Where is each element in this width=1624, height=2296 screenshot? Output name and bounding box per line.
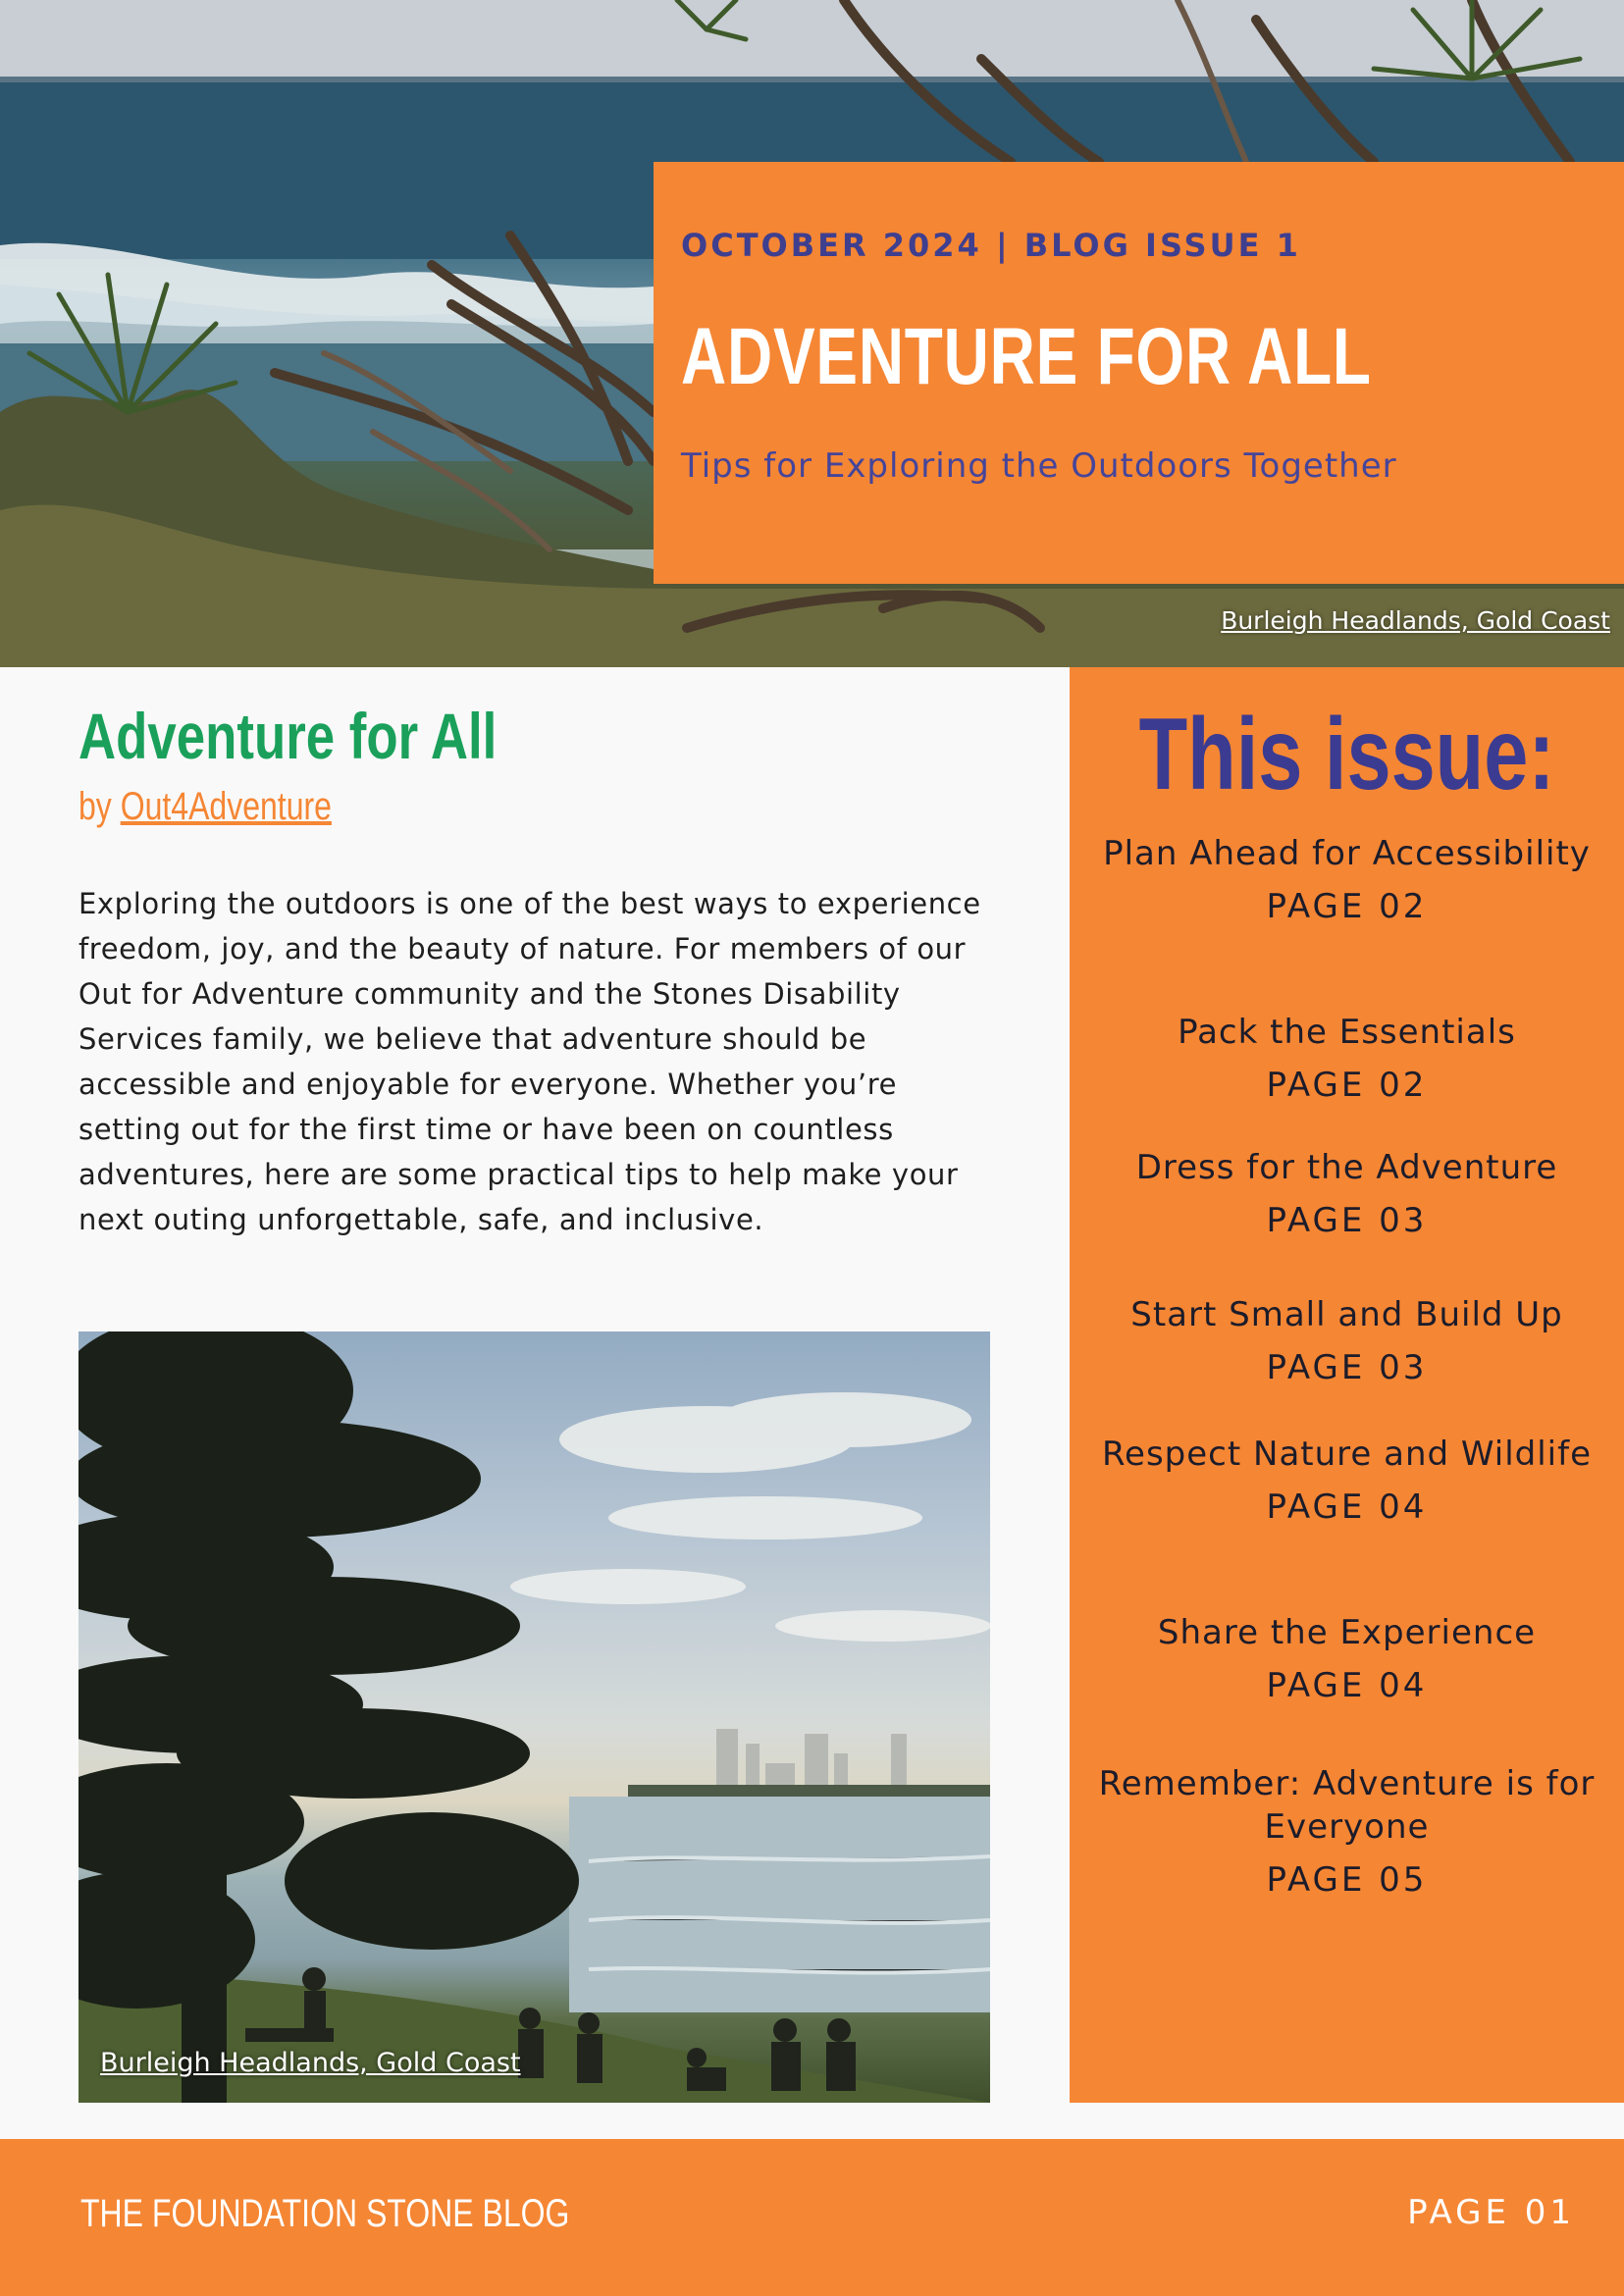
toc-item-page: PAGE 03 — [1266, 1348, 1428, 1387]
toc-item-page: PAGE 05 — [1266, 1860, 1428, 1900]
article-photo — [79, 1331, 990, 2103]
toc-item-page: PAGE 04 — [1266, 1487, 1428, 1527]
toc-item[interactable] — [1070, 1293, 1624, 1387]
toc-item[interactable] — [1070, 1762, 1624, 1900]
beach-park-image — [79, 1331, 990, 2103]
page-footer — [0, 2139, 1624, 2296]
toc-item[interactable] — [1070, 1011, 1624, 1105]
toc-item-page: PAGE 03 — [1266, 1201, 1428, 1240]
toc-item-label: Respect Nature and Wildlife — [1101, 1435, 1593, 1474]
hero-title-panel — [654, 162, 1624, 584]
sidebar-title: This issue: — [1138, 698, 1555, 811]
toc-item-label: Plan Ahead for Accessibility — [1103, 834, 1591, 873]
toc-item-label: Share the Experience — [1157, 1613, 1537, 1652]
issue-kicker: OCTOBER 2024 | BLOG ISSUE 1 — [681, 227, 1301, 264]
toc-item-label: Start Small and Build Up — [1130, 1295, 1563, 1334]
article-byline — [79, 785, 332, 829]
footer-blog-title: THE FOUNDATION STONE BLOG — [80, 2192, 570, 2235]
toc-item-page: PAGE 02 — [1266, 1066, 1428, 1105]
hero-subtitle: Tips for Exploring the Outdoors Together — [681, 446, 1397, 486]
toc-item-page: PAGE 04 — [1266, 1666, 1428, 1705]
article-title: Adventure for All — [79, 700, 498, 772]
toc-item[interactable] — [1070, 832, 1624, 926]
this-issue-sidebar — [1070, 667, 1624, 2103]
hero-banner — [0, 0, 1624, 667]
article-photo-credit-link[interactable]: Burleigh Headlands, Gold Coast — [100, 2048, 521, 2078]
author-link[interactable]: Out4Adventure — [120, 785, 332, 828]
toc-item[interactable] — [1070, 1611, 1624, 1705]
byline-prefix: by — [79, 785, 121, 828]
hero-title: ADVENTURE FOR ALL — [681, 312, 1372, 401]
toc-item-label: Pack the Essentials — [1178, 1013, 1516, 1052]
toc-item-label: Dress for the Adventure — [1135, 1148, 1558, 1187]
toc-item-page: PAGE 02 — [1266, 887, 1428, 926]
toc-item-label: Remember: Adventure is for Everyone — [1098, 1764, 1596, 1847]
toc-item[interactable] — [1070, 1433, 1624, 1527]
hero-photo-credit-link[interactable]: Burleigh Headlands, Gold Coast — [1221, 606, 1610, 635]
article-intro: Exploring the outdoors is one of the best ways to experience freedom, joy, and the beauty of nature. For members of our Out for Adventure community and the Stones Disability Services family, we believe that adventure should be accessible and enjoyable for everyone. Whether you’re setting out for the first time or have been on countless adventures, here are some practical tips to help make your next outing unforgettable, safe, and inclusive. — [79, 887, 981, 1236]
footer-page-number: PAGE 01 — [1407, 2193, 1575, 2232]
toc-item[interactable] — [1070, 1146, 1624, 1240]
